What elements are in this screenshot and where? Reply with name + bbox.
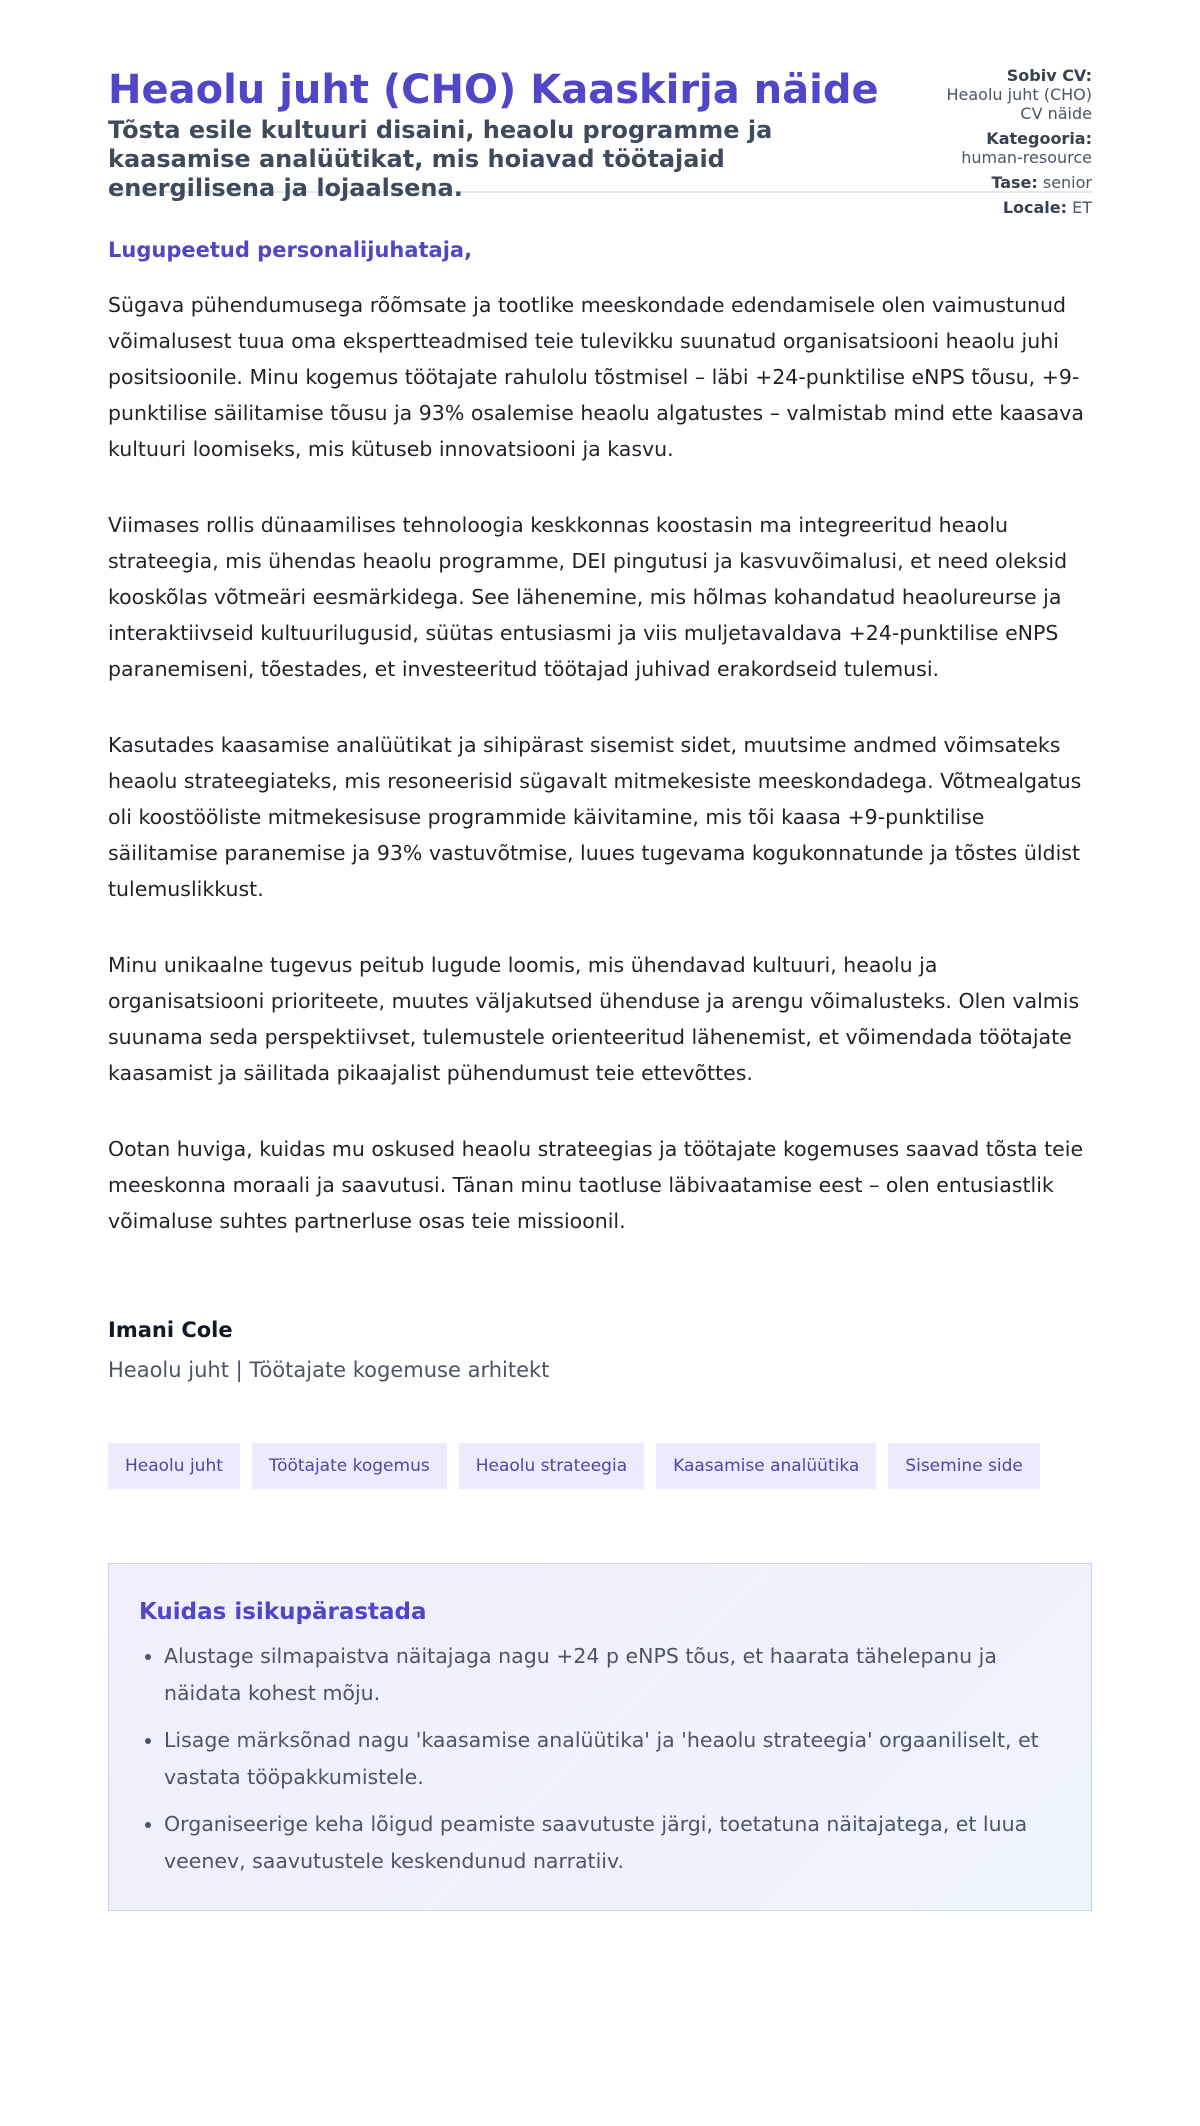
letter-paragraph: Sügava pühendumusega rõõmsate ja tootlike meeskondade edendamisele olen vaimustunud võimalusest tuua oma ekspertteadmised teie tulevikku suunatud organisatsiooni heaolu juhi positsioonile. Minu kogemus töötajate rahulolu tõstmisel – läbi +24-punktilise eNPS tõusu, +9-punktilise säilitamise tõusu ja 93% osalemise heaolu algatustes – valmistab mind ette kaasava kultuuri loomiseks, mis kütuseb innovatsiooni ja kasvu. xyxy=(108,293,1084,461)
meta-cv-value[interactable]: Heaolu juht (CHO) CV näide xyxy=(946,85,1092,123)
title-block xyxy=(108,66,898,203)
meta-category-label: Kategooria: xyxy=(986,129,1092,148)
meta-cv-label: Sobiv CV: xyxy=(1006,66,1092,85)
letter-paragraph: Minu unikaalne tugevus peitub lugude loomis, mis ühendavad kultuuri, heaolu ja organisatsiooni prioriteete, muutes väljakutsed ühenduse ja arengu võimalusteks. Olen valmis suunama seda perspektiivset, tulemustele orienteeritud lähenemist, et võimendada töötajate kaasamist ja säilitada pikaajalist pühendumust teie ettevõttes. xyxy=(108,953,1080,1085)
letter-paragraph: Ootan huviga, kuidas mu oskused heaolu strateegias ja töötajate kogemuses saavad tõsta teie meeskonna moraali ja saavutusi. Tänan minu taotluse läbivaatamise eest – olen entusiastlik võimaluse suhtes partnerluse osas teie missioonil. xyxy=(108,1137,1084,1233)
page-title: Heaolu juht (CHO) Kaaskirja näide xyxy=(108,67,879,113)
page-header xyxy=(108,0,1092,217)
tag-chip[interactable]: Heaolu strateegia xyxy=(459,1443,644,1489)
tag-list xyxy=(108,1443,1092,1489)
meta-level-label: Tase: xyxy=(991,173,1038,192)
letter-paragraph: Kasutades kaasamise analüütikat ja sihipärast sisemist sidet, muutsime andmed võimsateks heaolu strateegiateks, mis resoneerisid sügavalt mitmekesiste meeskondadega. Võtmealgatus oli koostööliste mitmekesisuse programmide käivitamine, mis tõi kaasa +9-punktilise säilitamise paranemise ja 93% vastuvõtmise, luues tugevama kogukonnatunde ja tõstes üldist tulemuslikkust. xyxy=(108,733,1082,901)
tag-chip[interactable]: Töötajate kogemus xyxy=(252,1443,447,1489)
tag-chip[interactable]: Heaolu juht xyxy=(108,1443,240,1489)
letter-greeting: Lugupeetud personalijuhataja, xyxy=(108,238,473,262)
personalization-tips xyxy=(108,1563,1092,1911)
tip-item: • Organiseerige keha lõigud peamiste saavutuste järgi, toetatuna näitajatega, et luua veenev, saavutustele keskendunud narratiiv. xyxy=(164,1806,1061,1880)
meta-cv xyxy=(922,66,1092,123)
letter-paragraph: Viimases rollis dünaamilises tehnoloogia keskkonnas koostasin ma integreeritud heaolu strateegia, mis ühendas heaolu programme, DEI pingutusi ja kasvuvõimalusi, et need oleksid kooskõlas võtmeäri eesmärkidega. See lähenemine, mis hõlmas kohandatud heaolureurse ja interaktiivseid kultuurilugusid, süütas entusiasmi ja viis muljetavaldava +24-punktilise eNPS paranemiseni, tõestades, et investeeritud töötajad juhivad erakordseid tulemusi. xyxy=(108,513,1068,681)
meta-locale-value: ET xyxy=(1072,198,1092,217)
tag-chip[interactable]: Sisemine side xyxy=(888,1443,1040,1489)
meta-level xyxy=(922,173,1092,192)
meta-locale-label: Locale: xyxy=(1002,198,1068,217)
meta-panel xyxy=(922,66,1092,223)
tips-title: Kuidas isikupärastada xyxy=(139,1599,427,1625)
signature-name: Imani Cole xyxy=(108,1318,233,1342)
tip-item: • Lisage märksõnad nagu 'kaasamise analüütika' ja 'heaolu strateegia' orgaaniliselt, et vastata tööpakkumistele. xyxy=(164,1722,1061,1796)
meta-category xyxy=(922,129,1092,167)
meta-level-value: senior xyxy=(1042,173,1092,192)
page-subtitle: Tõsta esile kultuuri disaini, heaolu programme ja kaasamise analüütikat, mis hoiavad töötajaid energilisena ja lojaalsena. xyxy=(108,116,773,202)
meta-category-value: human-resource xyxy=(961,148,1092,167)
signature-block xyxy=(108,1315,1092,1385)
tag-chip[interactable]: Kaasamise analüütika xyxy=(656,1443,876,1489)
signature-role: Heaolu juht | Töötajate kogemuse arhitekt xyxy=(108,1358,550,1382)
tip-item: • Alustage silmapaistva näitajaga nagu +24 p eNPS tõus, et haarata tähelepanu ja näidata kohest mõju. xyxy=(164,1638,1061,1712)
meta-locale xyxy=(922,198,1092,217)
letter-body xyxy=(108,193,1092,1911)
tips-list xyxy=(139,1638,1061,1880)
